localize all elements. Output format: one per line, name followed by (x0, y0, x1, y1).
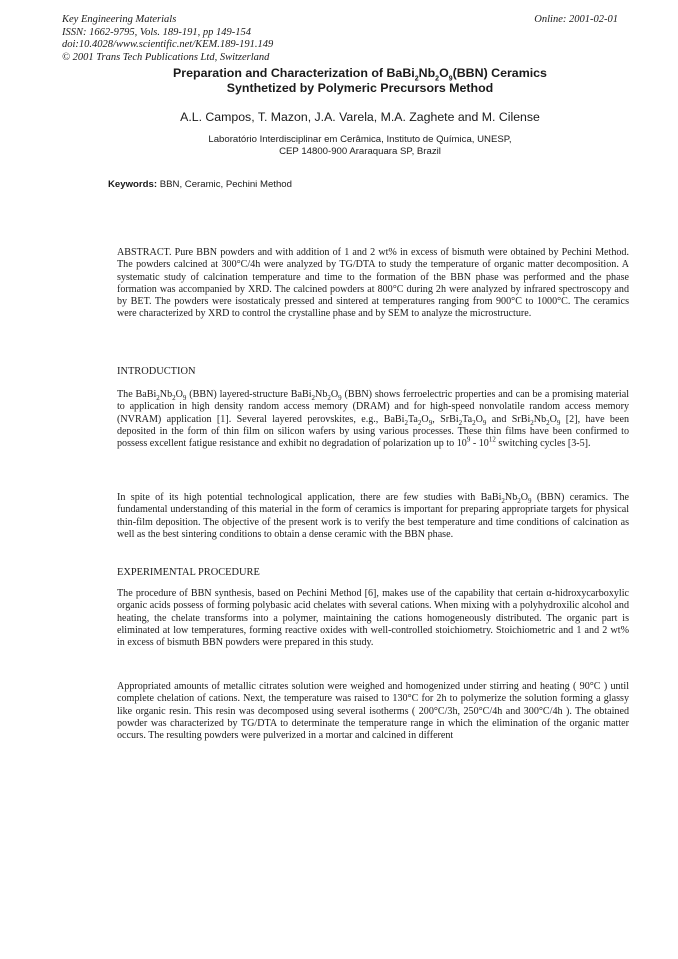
experimental-paragraph-2: Appropriated amounts of metallic citrates solution were weighed and homogenized under stirring and heating ( 90°C ) until complete chelation of cations. Next, the temperature was raised to 130°C for 2h to polymerize the solution forming a glassy like organic resin. This resin was decomposed using several isotherms ( 200°C/3h, 250°C/4h and 300°C/4h ). The obtained powder was characterized by TG/DTA to determinate the temperature range in which the elimination of the organic matter occurs. The resulting powders were pulverized in a mortar and calcined in different (117, 681, 629, 742)
experimental-heading: EXPERIMENTAL PROCEDURE (117, 567, 260, 578)
title-line-2: Synthetized by Polymeric Precursors Method (226, 81, 494, 95)
author-list: A.L. Campos, T. Mazon, J.A. Varela, M.A. Zaghete and M. Cilense (180, 110, 540, 124)
affiliation-line-2: CEP 14800-900 Araraquara SP, Brazil (279, 146, 441, 157)
journal-header (62, 14, 273, 64)
affiliation-line-1: Laboratório Interdisciplinar em Cerâmica, Instituto de Química, UNESP, (208, 134, 512, 145)
affiliation (100, 134, 620, 158)
keywords-text: BBN, Ceramic, Pechini Method (159, 179, 292, 190)
keywords (108, 179, 292, 190)
experimental-paragraph-1: The procedure of BBN synthesis, based on Pechini Method [6], makes use of the capability that certain α-hidroxycarboxylic organic acids possess of forming polybasic acid chelates with several cations. When mixing with a polyhydroxilic alcohol and heating, the chelate transforms into a polymer, maintaining the cations homogeneously distributed. The organic part is eliminated at low temperatures, forming reactive oxides with well-controlled stoichiometry. Stoichiometric and 1 and 2 wt% in excess of bismuth BBN powders were prepared in this study. (117, 588, 629, 649)
online-date: Online: 2001-02-01 (534, 14, 618, 25)
journal-issn: ISSN: 1662-9795, Vols. 189-191, pp 149-154 (62, 26, 251, 38)
keywords-label: Keywords: (108, 179, 158, 190)
introduction-heading: INTRODUCTION (117, 366, 196, 377)
title-line-1: Preparation and Characterization of $BaBi_2Nb_2O_9(BBN)$ Ceramics (173, 66, 547, 83)
journal-doi: doi:10.4028/www.scientific.net/KEM.189-191.149 (62, 39, 274, 50)
abstract-paragraph: ABSTRACT. Pure BBN powders and with addition of 1 and 2 wt% in excess of bismuth were obtained by Pechini Method. The powders calcined at 300°C/4h were analyzed by TG/DTA to study the temperature of organic matter decomposition. A systematic study of calcination temperature and time to the formation of the BBN phase was performed and the phase formation was accompanied by XRD. The calcined powders at 800°C during 2h were analyzed by infrared spectroscopy and by BET. The powders were isostaticaly pressed and sintered at temperatures ranging from 900°C to 1000°C. The ceramics were characterized by XRD to control the crystalline phase and by SEM to analyze the microstructure. (117, 247, 629, 320)
journal-name: Key Engineering Materials (62, 14, 177, 25)
paper-title (100, 66, 620, 96)
introduction-paragraph-2: In spite of its high potential technological application, there are few studies with $BaBi_2Nb_2O_9$ (BBN) ceramics. The fundamental understanding of this material in the form of ceramics is important for preparing appropriate targets for physical thin-film deposition. The objective of the present work is to verify the best temperature and time conditions of calcination as well as the best sintering conditions to obtain a dense ceramic with the BBN phase. (117, 492, 629, 540)
introduction-paragraph-1: The $BaBi_2Nb_2O_9$ (BBN) layered-structure $BaBi_2Nb_2O_9$ (BBN) shows ferroelectric properties and can be a promising material to application in high density random access memory (DRAM) and for high-speed nonvolatile random access memory (NVRAM) application [1]. Several layered perovskites, e.g., $BaBi_2Ta_2O_9$, $SrBi_2Ta_2O_9$ and $SrBi_2Nb_2O_9$ [2], have been deposited in the form of thin film on silicon wafers by using various processes. These thin films have been confirmed to possess excellent fatigue resistance and exhibit no degradation of polarization up to $10^9 - 10^{12}$ switching cycles [3-5]. (117, 389, 629, 450)
journal-copyright: © 2001 Trans Tech Publications Ltd, Switzerland (62, 51, 270, 63)
